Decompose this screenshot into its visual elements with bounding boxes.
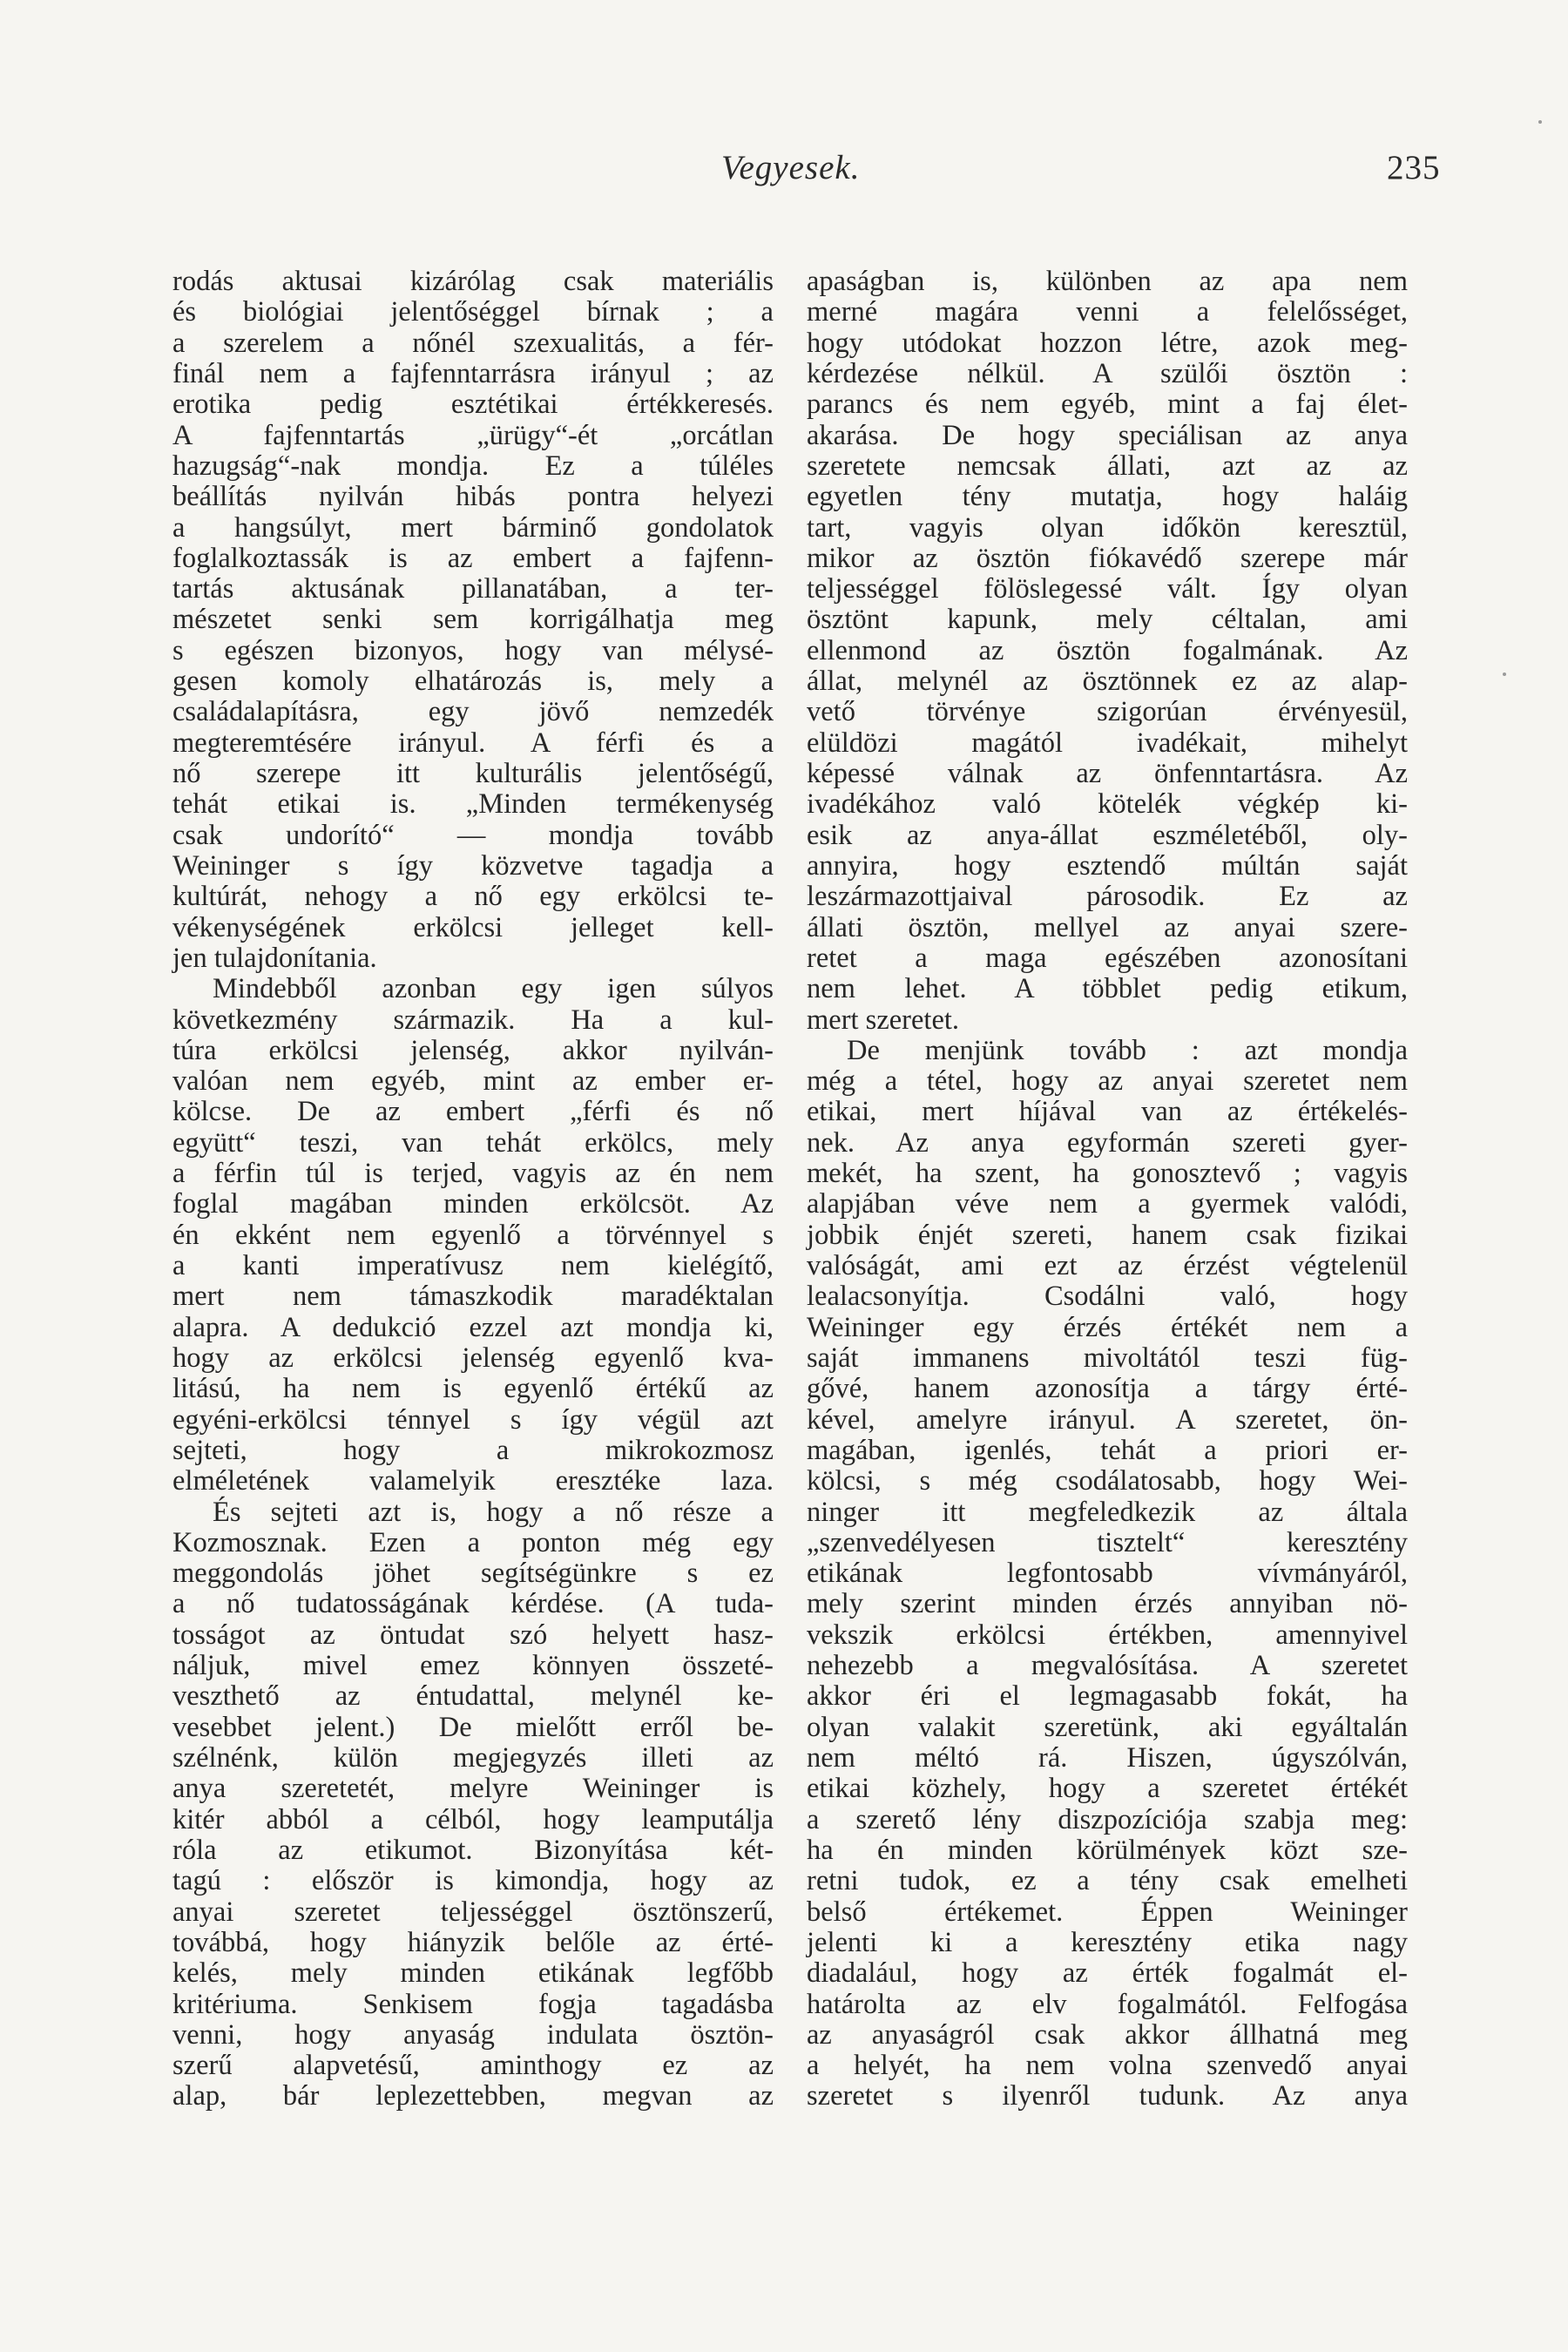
text-line: csak undorító“ — mondja tovább [172,819,774,851]
text-line: a hangsúlyt, mert bárminő gondolatok [172,511,774,544]
text-line: teljességgel fölöslegessé vált. Így olyan [807,573,1408,605]
text-line: jobbik énjét szereti, hanem csak fizikai [807,1219,1408,1251]
text-line: És sejteti azt is, hogy a nő része a [213,1496,774,1528]
text-line: Weininger egy érzés értékét nem a [807,1311,1408,1343]
text-line: következmény származik. Ha a kul- [172,1004,774,1036]
text-line: lealacsonyítja. Csodálni való, hogy [807,1281,1408,1313]
text-line: az anyaságról csak akkor állhatná meg [807,2018,1408,2051]
text-line: tehát etikai is. „Minden termékenység [172,788,774,821]
text-line: De menjünk tovább : azt mondja [847,1034,1408,1066]
text-line: a helyét, ha nem volna szenvedő anyai [807,2050,1408,2082]
text-line: meggondolás jöhet segítségünkre s ez [172,1558,774,1590]
text-line: erotika pedig esztétikai értékkeresés. [172,389,774,421]
page-number: 235 [1387,149,1441,186]
text-line: még a tétel, hogy az anyai szeretet nem [807,1065,1408,1098]
text-line: merné magára venni a felelősséget, [807,296,1408,328]
text-line: szeretete nemcsak állati, azt az az [807,449,1408,482]
text-line: együtt“ teszi, van tehát erkölcs, mely [172,1126,774,1159]
text-line: finál nem a fajfenntarrásra irányul ; az [172,357,774,389]
text-line: parancs és nem egyéb, mint a faj élet- [807,389,1408,421]
text-line: mészetet senki sem korrigálhatja meg [172,604,774,636]
text-line: tart, vagyis olyan időkön keresztül, [807,511,1408,544]
text-line: kritériuma. Senkisem fogja tagadásba [172,1988,774,2020]
text-line: nő szerepe itt kulturális jelentőségű, [172,758,774,789]
text-line: vekszik erkölcsi értékben, amennyivel [807,1619,1408,1651]
text-line: mikor az ösztön fiókavédő szerepe már [807,542,1408,574]
text-line: állati ösztön, mellyel az anyai szere- [807,911,1408,943]
text-line: nek. Az anya egyformán szereti gyer- [807,1126,1408,1159]
text-line: Kozmosznak. Ezen a ponton még egy [172,1526,774,1558]
text-line: apaságban is, különben az apa nem [807,266,1408,297]
text-line: a szerelem a nőnél szexualitás, a fér- [172,327,774,359]
text-line: mert szeretet. [807,1004,960,1036]
text-line: elméletének valamelyik eresztéke laza. [172,1465,774,1497]
text-line: szeretet s ilyenről tudunk. Az anya [807,2080,1408,2112]
text-line: vető törvénye szigorúan érvényesül, [807,696,1408,728]
text-line: foglal magában minden erkölcsöt. Az [172,1188,774,1220]
text-line: róla az etikumot. Bizonyítása két- [172,1834,774,1866]
text-line: elüldözi magától ivadékait, mihelyt [807,727,1408,759]
text-line: nehezebb a megvalósítása. A szeretet [807,1650,1408,1682]
text-column-right [807,267,1408,2112]
text-line: kelés, mely minden etikának legfőbb [172,1957,774,1990]
text-line: kével, amelyre irányul. A szeretet, ön- [807,1403,1408,1436]
text-line: hazugság“-nak mondja. Ez a túléles [172,449,774,482]
text-line: Weininger s így közvetve tagadja a [172,849,774,882]
text-line: Mindebből azonban egy igen súlyos [213,973,774,1005]
text-line: egyéni-erkölcsi ténnyel s így végül azt [172,1403,774,1436]
text-line: foglalkoztassák is az embert a fajfenn- [172,542,774,574]
text-line: retni tudok, ez a tény csak emelheti [807,1865,1408,1897]
text-line: kérdezése nélkül. A szülői ösztön : [807,357,1408,389]
text-line: ha én minden körülmények közt sze- [807,1834,1408,1866]
text-line: annyira, hogy esztendő múltán saját [807,849,1408,882]
text-line: s egészen bizonyos, hogy van mélysé- [172,634,774,666]
text-line: és biológiai jelentőséggel bírnak ; a [172,296,774,328]
text-line: anyai szeretet teljességgel ösztönszerű, [172,1896,774,1928]
text-line: kultúrát, nehogy a nő egy erkölcsi te- [172,881,774,913]
text-line: belső értékemet. Éppen Weininger [807,1896,1408,1928]
text-line: ellenmond az ösztön fogalmának. Az [807,634,1408,666]
text-line: litású, ha nem is egyenlő értékű az [172,1373,774,1405]
text-line: családalapításra, egy jövő nemzedék [172,696,774,728]
text-line: jen tulajdonítania. [172,942,377,974]
running-title: Vegyesek. [721,149,861,186]
text-line: etikának legfontosabb vívmányáról, [807,1558,1408,1590]
text-line: valóan nem egyéb, mint az ember er- [172,1065,774,1098]
text-line: „szenvedélyesen tisztelt“ keresztény [807,1526,1408,1558]
text-line: mekét, ha szent, ha gonosztevő ; vagyis [807,1158,1408,1190]
text-line: olyan valakit szeretünk, aki egyáltalán [807,1711,1408,1743]
text-line: rodás aktusai kizárólag csak materiális [172,266,774,297]
text-line: hogy az erkölcsi jelenség egyenlő kva- [172,1342,774,1374]
text-line: továbbá, hogy hiányzik belőle az érté- [172,1926,774,1958]
text-line: mely szerint minden érzés annyiban nö- [807,1588,1408,1620]
text-line: akarása. De hogy speciálisan az anya [807,419,1408,451]
text-line: veszthető az éntudattal, melynél ke- [172,1680,774,1713]
text-line: a férfin túl is terjed, vagyis az én nem [172,1158,774,1190]
text-line: egyetlen tény mutatja, hogy haláig [807,481,1408,513]
text-line: saját immanens mivoltától teszi füg- [807,1342,1408,1374]
text-line: tosságot az öntudat szó helyett hasz- [172,1619,774,1651]
paper-speck [1538,120,1542,124]
text-line: ninger itt megfeledkezik az általa [807,1496,1408,1528]
text-line: vékenységének erkölcsi jelleget kell- [172,911,774,943]
text-line: nem méltó rá. Hiszen, úgyszólván, [807,1742,1408,1774]
text-line: esik az anya-állat eszméletéből, oly- [807,819,1408,851]
text-line: leszármazottjaival párosodik. Ez az [807,881,1408,913]
text-line: retet a maga egészében azonosítani [807,942,1408,974]
text-line: hogy utódokat hozzon létre, azok meg- [807,327,1408,359]
text-line: gővé, hanem azonosítja a tárgy érté- [807,1373,1408,1405]
text-line: nem lehet. A többlet pedig etikum, [807,973,1408,1005]
text-line: venni, hogy anyaság indulata ösztön- [172,2018,774,2051]
text-line: szélnénk, külön megjegyzés illeti az [172,1742,774,1774]
text-line: képessé válnak az önfenntartásra. Az [807,758,1408,789]
text-line: etikai közhely, hogy a szeretet értékét [807,1773,1408,1805]
text-line: tartás aktusának pillanatában, a ter- [172,573,774,605]
text-line: diadalául, hogy az érték fogalmát el- [807,1957,1408,1990]
text-line: tagú : először is kimondja, hogy az [172,1865,774,1897]
text-line: szerű alapvetésű, aminthogy ez az [172,2050,774,2082]
text-line: határolta az elv fogalmától. Felfogása [807,1988,1408,2020]
text-line: a szerető lény diszpozíciója szabja meg: [807,1803,1408,1835]
text-line: magában, igenlés, tehát a priori er- [807,1434,1408,1466]
text-line: állat, melynél az ösztönnek ez az alap- [807,666,1408,698]
text-line: a kanti imperatívusz nem kielégítő, [172,1250,774,1281]
paper-speck [1503,672,1506,676]
text-line: sejteti, hogy a mikrokozmosz [172,1434,774,1466]
text-line: akkor éri el legmagasabb fokát, ha [807,1680,1408,1713]
text-line: alapra. A dedukció ezzel azt mondja ki, [172,1311,774,1343]
text-line: a nő tudatosságának kérdése. (A tuda- [172,1588,774,1620]
text-line: A fajfenntartás „ürügy“-ét „orcátlan [172,419,774,451]
text-line: gesen komoly elhatározás is, mely a [172,666,774,698]
text-line: náljuk, mivel emez könnyen összeté- [172,1650,774,1682]
text-line: megteremtésére irányul. A férfi és a [172,727,774,759]
text-line: kitér abból a célból, hogy leamputálja [172,1803,774,1835]
text-line: beállítás nyilván hibás pontra helyezi [172,481,774,513]
text-column-left [172,267,774,2112]
text-line: én ekként nem egyenlő a törvénnyel s [172,1219,774,1251]
text-line: kölcse. De az embert „férfi és nő [172,1096,774,1128]
text-line: túra erkölcsi jelenség, akkor nyilván- [172,1034,774,1066]
text-line: kölcsi, s még csodálatosabb, hogy Wei- [807,1465,1408,1497]
text-line: ivadékához való kötelék végkép ki- [807,788,1408,821]
text-line: jelenti ki a keresztény etika nagy [807,1926,1408,1958]
text-line: alap, bár leplezettebben, megvan az [172,2080,774,2112]
text-line: etikai, mert híjával van az értékelés- [807,1096,1408,1128]
text-line: alapjában véve nem a gyermek valódi, [807,1188,1408,1220]
text-line: ösztönt kapunk, mely céltalan, ami [807,604,1408,636]
text-line: anya szeretetét, melyre Weininger is [172,1773,774,1805]
text-line: mert nem támaszkodik maradéktalan [172,1281,774,1313]
text-line: vesebbet jelent.) De mielőtt erről be- [172,1711,774,1743]
text-line: valóságát, ami ezt az érzést végtelenül [807,1250,1408,1281]
running-header [0,138,1568,190]
